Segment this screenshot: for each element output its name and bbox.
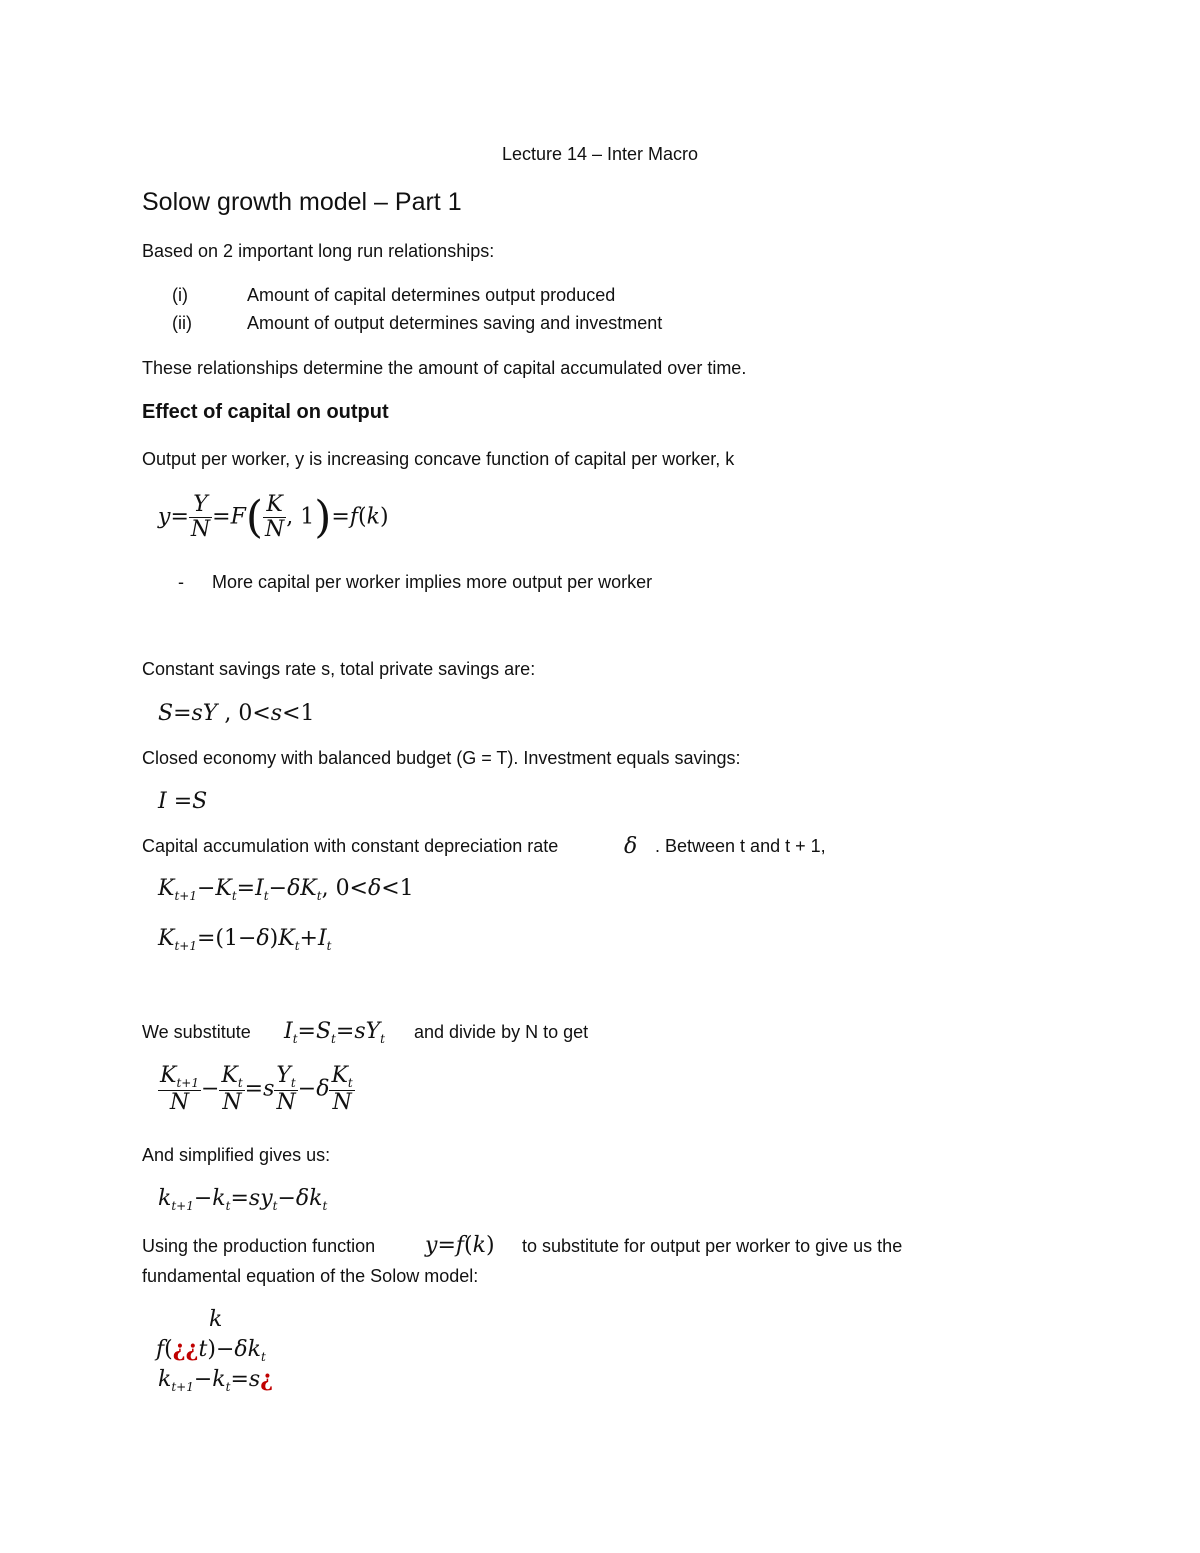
closed-economy-text: Closed economy with balanced budget (G = T). Investment equals savings: [142,748,741,768]
bullet-dash: - [178,572,184,592]
effect-description: Output per worker, y is increasing concave function of capital per worker, k [142,449,735,469]
subsection-heading: Effect of capital on output [142,401,389,423]
using-text: Using the production function [142,1236,376,1256]
savings-text: Constant savings rate s, total private savings are: [142,659,536,679]
section-title: Solow growth model – Part 1 [142,188,462,216]
equation-capital-accumulation: $K_{t+1}-K_t=I_t-\delta K_t$, 0<δ<1 [158,876,414,903]
capital-text-after: . Between t and t + 1, [655,836,826,856]
lecture-title: Lecture 14 – Inter Macro [501,144,699,164]
equation-capital-law: $K_{t+1}=(1-\delta)K_t+I_t$ [158,926,332,953]
using-text-line2: fundamental equation of the Solow model: [142,1266,479,1286]
list-item-text: Amount of capital determines output produced [247,285,616,305]
conclusion-text: These relationships determine the amount of capital accumulated over time. [142,358,747,378]
simplified-text: And simplified gives us: [142,1145,331,1165]
list-item-text: Amount of output determines saving and investment [247,313,663,333]
equation-savings: S=sY , 0<s<1 [158,701,315,726]
intro-text: Based on 2 important long run relationships: [142,241,495,261]
equation-substitution: $I_t=S_t=sY_t$ [284,1019,385,1046]
delta-symbol: δ [624,834,638,859]
substitute-text: We substitute [142,1022,251,1042]
equation-production-inline: y=f(k) [425,1233,495,1258]
capital-text: Capital accumulation with constant depreciation rate [142,836,559,856]
equation-simplified: $k_{t+1}-k_t=sy_t-\delta k_t$ [158,1186,328,1213]
substitute-text-after: and divide by N to get [414,1022,589,1042]
equation-fundamental-line1: $f(¿¿t)-\delta k_t$ [156,1336,266,1364]
list-item-marker: (i) [172,285,188,305]
equation-production-function: y= $\frac{Y}{N}$ =F( $\frac{K}{N}$ , 1)=f(k) [158,491,389,543]
equation-investment: I =S [158,789,208,814]
equation-fundamental-line2: $k_{t+1}-k_t=s¿$ [158,1366,274,1394]
list-item-marker: (ii) [172,313,192,333]
bullet-text: More capital per worker implies more output per worker [212,572,653,592]
equation-fragment-k: k [209,1307,223,1332]
equation-per-worker: $\frac{K_{t+1}}{N}$ − $\frac{K_t}{N}$ =s $\frac{Y_t}{N}$ −δ $\frac{K_t}{N}$ [160,1063,353,1116]
using-text-after: to substitute for output per worker to give us the [522,1236,903,1256]
